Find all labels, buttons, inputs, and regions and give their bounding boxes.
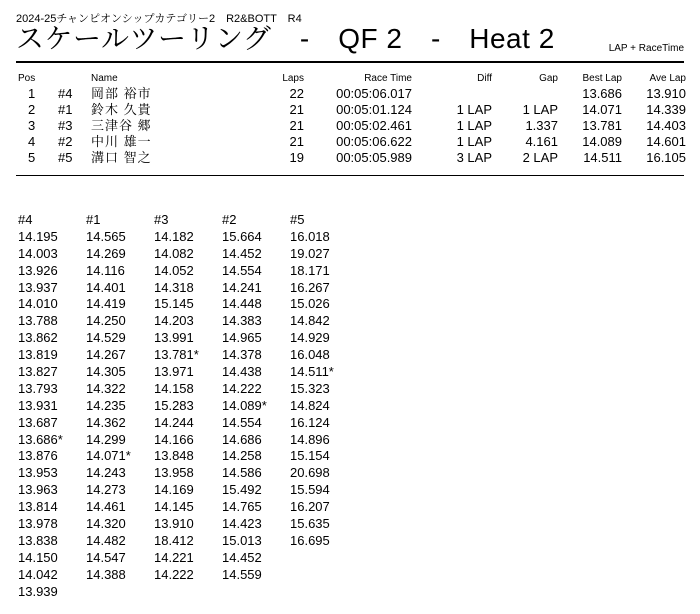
lap-time: 13.910 [154,516,194,532]
lap-column-header: #2 [222,212,237,227]
col-header-pos: Pos [18,73,36,84]
result-ave-lap: 16.105 [646,150,686,165]
lap-time: 14.529 [86,330,126,346]
lap-time: 13.862 [18,330,58,346]
lap-column [222,211,290,583]
lap-time: 14.235 [86,397,126,413]
lap-time: 13.978 [18,516,58,532]
lap-time: 14.547 [86,549,126,565]
lap-column [154,211,222,583]
lap-time: 14.322 [86,380,126,396]
lap-column-header: #3 [154,212,169,227]
result-best-lap: 14.071 [582,102,622,117]
lap-time: 14.320 [86,516,126,532]
lap-time: 14.438 [222,364,262,380]
lap-time: 14.003 [18,245,58,261]
lap-time: 20.698 [290,465,330,481]
lap-time: 14.089* [222,397,267,413]
result-gap: 1.337 [525,118,558,133]
lap-time: 15.013 [222,532,262,548]
result-row [16,86,686,102]
lap-column [290,211,358,549]
lap-time: 18.412 [154,532,194,548]
lap-time: 15.154 [290,448,330,464]
lap-time: 14.299 [86,431,126,447]
col-header-best-lap: Best Lap [582,73,622,84]
lap-time: 14.243 [86,465,126,481]
results-header-row [16,72,686,86]
lap-time: 13.931 [18,397,58,413]
lap-time: 14.362 [86,414,126,430]
lap-time: 14.448 [222,296,262,312]
result-car-number: #1 [58,102,73,117]
result-best-lap: 14.511 [583,150,622,165]
lap-time: 14.158 [154,380,194,396]
result-diff: 1 LAP [456,102,492,117]
result-car-number: #5 [58,150,73,165]
lap-time: 13.876 [18,448,58,464]
lap-time: 13.781* [154,347,199,363]
title-divider [16,61,684,63]
result-driver-name: 三津谷 郷 [91,118,152,133]
result-race-time: 00:05:01.124 [336,102,412,117]
result-diff: 3 LAP [456,150,492,165]
lap-column [86,211,154,583]
lap-time: 14.052 [154,262,194,278]
lap-time: 13.686* [18,431,63,447]
lap-time: 13.926 [18,262,58,278]
lap-time: 15.664 [222,228,262,244]
lap-time: 14.965 [222,330,262,346]
lap-time: 14.082 [154,245,194,261]
result-pos: 2 [28,102,36,117]
lap-time: 13.687 [18,414,58,430]
result-pos: 1 [28,86,36,101]
lap-column-header: #5 [290,212,305,227]
result-ave-lap: 13.910 [646,86,686,101]
lap-time: 14.423 [222,516,262,532]
result-gap: 1 LAP [522,102,558,117]
page-title: スケールツーリング - QF 2 - Heat 2 [16,23,555,54]
result-gap: 4.161 [525,134,558,149]
lap-time: 14.221 [154,549,194,565]
lap-time: 14.554 [222,262,262,278]
result-row [16,118,686,134]
lap-time: 14.244 [154,414,194,430]
lap-time: 13.848 [154,448,194,464]
result-laps: 21 [289,102,304,117]
lap-time: 15.283 [154,397,194,413]
lap-time: 13.971 [154,364,194,380]
result-race-time: 00:05:06.017 [336,86,412,101]
lap-time: 13.953 [18,465,58,481]
lap-time: 14.896 [290,431,330,447]
lap-time: 14.686 [222,431,262,447]
lap-time: 14.222 [222,380,262,396]
lap-time: 13.937 [18,279,58,295]
result-diff: 1 LAP [456,118,492,133]
lap-time: 14.166 [154,431,194,447]
lap-time: 14.203 [154,313,194,329]
lap-time: 14.318 [154,279,194,295]
lap-time: 14.267 [86,347,126,363]
lap-time: 14.195 [18,228,58,244]
lap-time: 14.559 [222,566,262,582]
lap-time: 14.305 [86,364,126,380]
result-race-time: 00:05:06.622 [336,134,412,149]
lap-time: 19.027 [290,245,330,261]
lap-time: 14.842 [290,313,330,329]
lap-time: 14.482 [86,532,126,548]
lap-time: 14.419 [86,296,126,312]
results-table [16,72,686,166]
result-race-time: 00:05:02.461 [336,118,412,133]
result-driver-name: 中川 雄一 [91,134,152,149]
lap-time: 14.116 [86,262,125,278]
col-header-race-time: Race Time [364,73,412,84]
col-header-laps: Laps [282,73,304,84]
result-ave-lap: 14.339 [646,102,686,117]
lap-time: 15.594 [290,482,330,498]
lap-time: 14.461 [86,499,126,515]
result-best-lap: 13.686 [582,86,622,101]
lap-time: 14.150 [18,549,58,565]
lap-time: 14.452 [222,245,262,261]
lap-time: 14.565 [86,228,126,244]
lap-time: 14.169 [154,482,194,498]
lap-time: 14.258 [222,448,262,464]
result-car-number: #4 [58,86,73,101]
lap-time: 16.267 [290,279,330,295]
result-diff: 1 LAP [456,134,492,149]
lap-time: 13.963 [18,482,58,498]
lap-time: 18.171 [290,262,330,278]
lap-time: 14.388 [86,566,126,582]
results-divider [16,175,684,176]
lap-time: 14.071* [86,448,131,464]
lap-time: 13.793 [18,380,58,396]
result-car-number: #3 [58,118,73,133]
lap-time: 14.383 [222,313,262,329]
lap-time: 16.207 [290,499,330,515]
lap-column-header: #1 [86,212,101,227]
lap-time: 16.695 [290,532,330,548]
lap-time: 14.273 [86,482,126,498]
result-best-lap: 14.089 [582,134,622,149]
lap-time: 14.452 [222,549,262,565]
result-laps: 22 [289,86,304,101]
result-ave-lap: 14.601 [646,134,686,149]
lap-time: 14.378 [222,347,262,363]
result-row [16,150,686,166]
lap-time: 13.939 [18,583,58,599]
lap-time: 16.124 [290,414,330,430]
lap-time: 14.269 [86,245,126,261]
lap-time: 13.991 [154,330,194,346]
result-driver-name: 岡部 裕市 [91,86,152,101]
lap-time: 14.250 [86,313,126,329]
lap-time: 14.824 [290,397,330,413]
lap-time: 15.492 [222,482,262,498]
result-pos: 4 [28,134,36,149]
result-car-number: #2 [58,134,73,149]
lap-time: 13.958 [154,465,194,481]
col-header-diff: Diff [477,73,492,84]
result-laps: 19 [289,150,304,165]
lap-time: 13.838 [18,532,58,548]
lap-time: 14.222 [154,566,194,582]
lap-time: 14.401 [86,279,126,295]
lap-column [18,211,86,599]
event-subtitle: 2024-25チャンピオンシップカテゴリー2 R2&BOTT R4 [16,13,302,25]
lap-time: 13.827 [18,364,58,380]
lap-time: 14.042 [18,566,58,582]
result-laps: 21 [289,134,304,149]
lap-time: 14.554 [222,414,262,430]
result-row [16,102,686,118]
result-laps: 21 [289,118,304,133]
result-gap: 2 LAP [522,150,558,165]
lap-time: 16.048 [290,347,330,363]
lap-time: 13.814 [18,499,58,515]
lap-time: 15.026 [290,296,330,312]
lap-time: 15.145 [154,296,194,312]
lap-time: 14.765 [222,499,262,515]
lap-time: 14.182 [154,228,194,244]
lap-time: 13.788 [18,313,58,329]
lap-time: 13.819 [18,347,58,363]
result-driver-name: 鈴木 久貴 [91,102,152,117]
lap-time: 15.323 [290,380,330,396]
lap-time: 14.586 [222,465,262,481]
lap-time: 14.241 [222,279,262,295]
col-header-ave-lap: Ave Lap [649,73,686,84]
result-pos: 3 [28,118,36,133]
lap-time: 14.010 [18,296,58,312]
lap-time: 14.511* [290,364,334,380]
lap-time: 14.929 [290,330,330,346]
lap-time: 14.145 [154,499,194,515]
result-best-lap: 13.781 [582,118,622,133]
col-header-name: Name [91,73,118,84]
result-race-time: 00:05:05.989 [336,150,412,165]
lap-time: 16.018 [290,228,330,244]
lap-time: 15.635 [290,516,330,532]
result-driver-name: 溝口 智之 [91,150,152,165]
result-row [16,134,686,150]
report-type-caption: LAP + RaceTime [608,43,684,54]
lap-column-header: #4 [18,212,33,227]
result-pos: 5 [28,150,36,165]
result-ave-lap: 14.403 [646,118,686,133]
col-header-gap: Gap [539,73,558,84]
